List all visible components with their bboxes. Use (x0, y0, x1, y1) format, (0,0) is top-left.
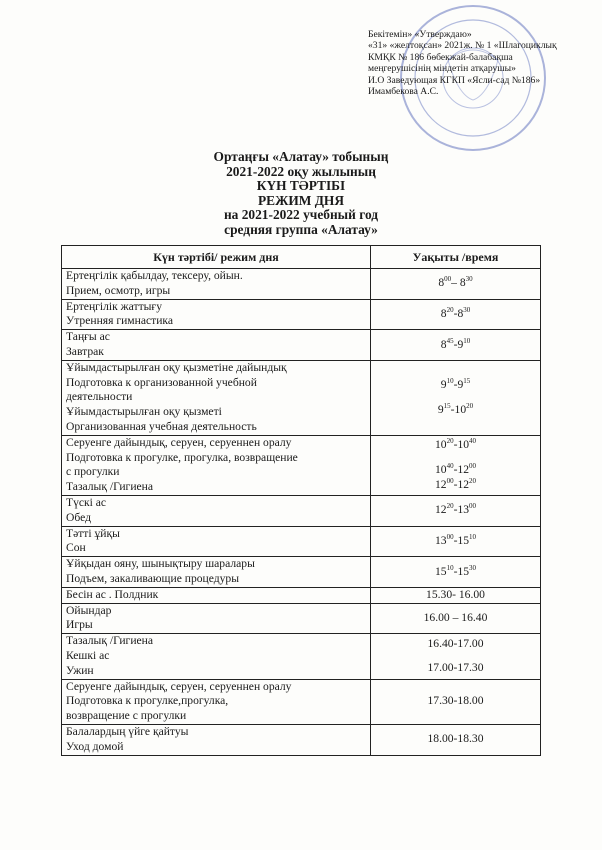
time-range (375, 503, 536, 518)
activity-line: Сон (66, 541, 86, 555)
time-hour: 10 (434, 462, 447, 476)
time-cell (371, 299, 541, 330)
table-row (62, 557, 541, 588)
time-separator: - (453, 377, 458, 391)
activity-cell (62, 679, 371, 724)
activity-cell (62, 299, 371, 330)
time-separator: – (451, 276, 460, 290)
time-minutes: 40 (446, 461, 454, 470)
approval-line: Имамбекова А.С. (368, 85, 439, 97)
time-range (375, 534, 536, 549)
approval-line: Бекітемін» «Утверждаю» (368, 29, 472, 40)
time-range: 17.30-18.00 (427, 694, 484, 708)
time-hour: 15 (434, 564, 447, 578)
time-hour: 8 (459, 276, 466, 290)
time-hour: 12 (434, 503, 447, 517)
time-range: 18.00-18.30 (427, 732, 484, 746)
time-hour: 8 (457, 306, 464, 320)
activity-line: Ертеңгілік қабылдау, тексеру, ойын. (66, 269, 243, 282)
activity-cell (62, 360, 371, 435)
activity-line: Ұйқыдан ояну, шынықтыру шаралары (66, 557, 255, 571)
title-line: РЕЖИМ ДНЯ (257, 192, 345, 208)
activity-line: с прогулки (66, 465, 120, 479)
approval-line: И.О Заведующая КГКП «Ясли-сад №186» (368, 74, 541, 86)
activity-line: Серуенге дайындық, серуен, серуеннен оралу (66, 679, 292, 693)
activity-cell (62, 634, 371, 679)
activity-line: Обед (66, 510, 92, 524)
time-cell (371, 526, 541, 557)
table-row (62, 679, 541, 724)
time-range (375, 276, 536, 291)
activity-line: Подготовка к прогулке,прогулка, (66, 694, 229, 708)
activity-line: Бесін ас . Полдник (66, 587, 159, 601)
time-cell (371, 330, 541, 361)
table-row (62, 269, 541, 300)
document-title (0, 150, 602, 238)
time-range: 15.30- 16.00 (426, 587, 485, 601)
title-line: средняя группа «Алатау» (224, 221, 378, 237)
time-cell (371, 269, 541, 300)
table-row (62, 724, 541, 755)
table-row (62, 634, 541, 679)
schedule-table (61, 245, 541, 756)
time-cell (371, 360, 541, 435)
time-separator: - (453, 533, 458, 547)
activity-line: Уход домой (66, 739, 124, 753)
time-hour: 12 (457, 477, 470, 491)
time-hour: 12 (434, 477, 447, 491)
time-cell (371, 724, 541, 755)
approval-line: меңгерушісінің міндетін атқарушы» (368, 63, 516, 75)
time-minutes: 00 (444, 275, 452, 284)
activity-line: Серуенге дайындық, серуен, серуеннен оралу (66, 435, 292, 449)
time-minutes: 20 (469, 476, 477, 485)
approval-line: «31» «желтоқсан» 2021ж. № 1 «Шлагоциклық (368, 40, 557, 52)
table-row (62, 603, 541, 634)
activity-cell (62, 587, 371, 603)
activity-cell (62, 557, 371, 588)
time-hour: 9 (457, 377, 464, 391)
time-separator: - (453, 438, 458, 452)
time-hour: 10 (434, 438, 447, 452)
time-hour: 13 (457, 503, 470, 517)
activity-line: Ужин (66, 663, 94, 677)
time-range: 17.00-17.30 (427, 661, 484, 675)
time-range (375, 307, 536, 322)
activity-line: Балалардың үйге қайтуы (66, 724, 189, 738)
activity-line: Подъем, закаливающие процедуры (66, 571, 240, 585)
time-minutes: 00 (446, 476, 454, 485)
time-minutes: 20 (446, 502, 454, 511)
time-hour: 8 (438, 276, 445, 290)
time-cell (371, 603, 541, 634)
table-row (62, 526, 541, 557)
title-line: КҮН ТӘРТІБІ (256, 178, 346, 194)
time-hour: 10 (454, 402, 467, 416)
time-hour: 15 (457, 564, 470, 578)
table-row (62, 435, 541, 495)
activity-cell (62, 435, 371, 495)
activity-line: Ұйымдастырылған оқу қызметіне дайындық (66, 360, 287, 374)
schedule-body (62, 269, 541, 756)
time-minutes: 30 (463, 305, 471, 314)
activity-line: Утренняя гимнастика (66, 314, 173, 328)
time-separator: - (453, 306, 458, 320)
time-range (375, 478, 536, 493)
time-minutes: 40 (469, 437, 477, 446)
table-row (62, 299, 541, 330)
activity-line: Прием, осмотр, игры (66, 283, 171, 297)
activity-cell (62, 603, 371, 634)
title-line: 2021-2022 оқу жылының (226, 163, 376, 179)
time-hour: 12 (457, 462, 470, 476)
table-row (62, 495, 541, 526)
time-range (375, 438, 536, 453)
time-range (375, 463, 536, 478)
time-hour: 8 (440, 306, 447, 320)
time-range (375, 403, 536, 418)
time-separator: - (453, 503, 458, 517)
time-cell (371, 587, 541, 603)
time-hour: 13 (434, 533, 447, 547)
time-hour: 9 (437, 402, 444, 416)
activity-cell (62, 526, 371, 557)
activity-cell (62, 495, 371, 526)
time-minutes: 00 (469, 461, 477, 470)
time-minutes: 00 (469, 502, 477, 511)
time-minutes: 15 (463, 376, 471, 385)
activity-cell (62, 330, 371, 361)
table-row (62, 330, 541, 361)
activity-line: Ұйымдастырылған оқу қызметі (66, 405, 222, 419)
activity-line: Подготовка к организованной учебной (66, 375, 257, 389)
time-hour: 9 (440, 377, 447, 391)
activity-line: Тазалық /Гигиена (66, 480, 154, 494)
column-header-time: Уақыты /время (371, 246, 541, 269)
activity-line: Игры (66, 618, 93, 632)
time-range: 16.00 – 16.40 (423, 610, 488, 624)
time-hour: 15 (457, 533, 470, 547)
activity-line: Тәтті ұйқы (66, 526, 120, 540)
time-minutes: 00 (446, 532, 454, 541)
time-cell (371, 679, 541, 724)
activity-line: Түскі ас (66, 495, 107, 509)
time-hour: 10 (457, 438, 470, 452)
activity-line: возвращение с прогулки (66, 709, 187, 723)
time-range (375, 338, 536, 353)
time-range (375, 565, 536, 580)
time-minutes: 10 (446, 563, 454, 572)
table-row (62, 360, 541, 435)
time-separator: - (453, 337, 458, 351)
time-minutes: 30 (465, 275, 473, 284)
activity-line: деятельности (66, 390, 133, 404)
time-cell (371, 634, 541, 679)
column-header-activity: Күн тәртібі/ режим дня (62, 246, 371, 269)
time-minutes: 10 (446, 376, 454, 385)
time-minutes: 10 (463, 336, 471, 345)
time-hour: 9 (457, 337, 464, 351)
time-separator: - (453, 564, 458, 578)
time-minutes: 20 (446, 305, 454, 314)
activity-line: Завтрак (66, 344, 104, 358)
activity-line: Ертеңгілік жаттығу (66, 299, 162, 313)
time-cell (371, 495, 541, 526)
activity-line: Подготовка к прогулке, прогулка, возвращение (66, 450, 298, 464)
activity-line: Кешкі ас (66, 648, 110, 662)
approval-line: КМҚК № 186 бөбекжай-балабақша (368, 51, 513, 63)
time-minutes: 20 (446, 437, 454, 446)
time-separator: - (453, 462, 458, 476)
time-minutes: 15 (443, 401, 451, 410)
time-range (375, 378, 536, 393)
table-row (62, 587, 541, 603)
time-cell (371, 557, 541, 588)
time-minutes: 10 (469, 532, 477, 541)
time-minutes: 20 (466, 401, 474, 410)
time-minutes: 30 (469, 563, 477, 572)
activity-cell (62, 724, 371, 755)
activity-cell (62, 269, 371, 300)
title-line: Ортаңғы «Алатау» тобының (213, 149, 389, 164)
time-separator: - (450, 402, 455, 416)
activity-line: Тазалық /Гигиена (66, 634, 154, 648)
table-header-row (62, 246, 541, 269)
time-range: 16.40-17.00 (427, 636, 484, 650)
title-line: на 2021-2022 учебный год (223, 207, 379, 223)
activity-line: Таңғы ас (66, 330, 110, 344)
activity-line: Ойындар (66, 603, 112, 617)
time-cell (371, 435, 541, 495)
approval-block (368, 29, 598, 97)
activity-line: Организованная учебная деятельность (66, 419, 257, 433)
time-minutes: 45 (446, 336, 454, 345)
time-hour: 8 (440, 337, 447, 351)
time-separator: - (453, 477, 458, 491)
